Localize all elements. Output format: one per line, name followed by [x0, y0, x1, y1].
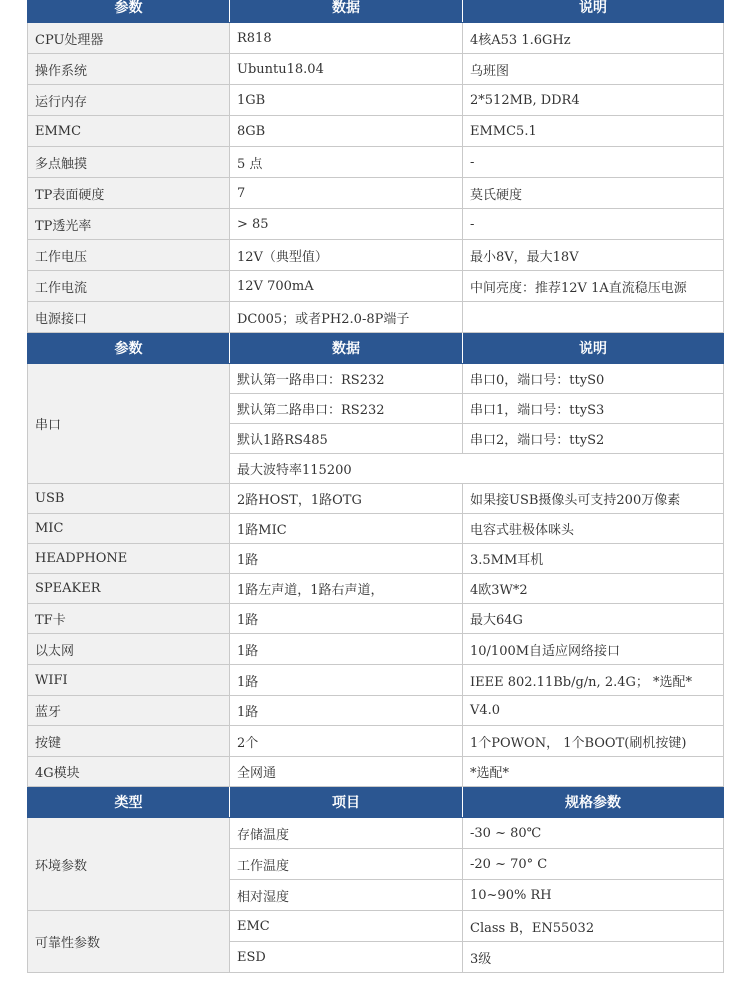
param-cell: 工作电流 [28, 271, 230, 302]
item-cell: EMC [230, 911, 463, 942]
item-cell: 工作温度 [230, 849, 463, 880]
spec-cell: 3级 [463, 942, 724, 973]
value-cell: 1路 [230, 634, 463, 665]
table-row [28, 514, 724, 544]
note-cell: EMMC5.1 [463, 116, 724, 147]
param-cell: 操作系统 [28, 54, 230, 85]
value-cell: > 85 [230, 209, 463, 240]
table-header-row [28, 787, 724, 818]
value-cell: 2路HOST，1路OTG [230, 484, 463, 514]
note-cell: 4核A53 1.6GHz [463, 23, 724, 54]
table-row [28, 634, 724, 665]
table-row [28, 726, 724, 757]
note-cell: 串口2，端口号：ttyS2 [463, 424, 724, 454]
table-row [28, 209, 724, 240]
param-cell: EMMC [28, 116, 230, 147]
value-cell: 5 点 [230, 147, 463, 178]
note-cell: 串口0，端口号：ttyS0 [463, 364, 724, 394]
table-row [28, 757, 724, 787]
note-cell: 1个POWON， 1个BOOT(刷机按键) [463, 726, 724, 757]
header-cell: 规格参数 [463, 787, 724, 818]
table-row [28, 240, 724, 271]
value-cell: 1路 [230, 665, 463, 696]
note-cell: 最大64G [463, 604, 724, 634]
param-cell: TP透光率 [28, 209, 230, 240]
spec-table [27, 0, 724, 973]
value-cell: 默认第二路串口：RS232 [230, 394, 463, 424]
table-row [28, 85, 724, 116]
note-cell: 串口1，端口号：ttyS3 [463, 394, 724, 424]
header-cell: 参数 [28, 0, 230, 23]
note-cell: - [463, 147, 724, 178]
table-row [28, 116, 724, 147]
spec-sheet [27, 0, 723, 973]
header-cell: 数据 [230, 0, 463, 23]
param-cell: SPEAKER [28, 574, 230, 604]
value-cell: 1路左声道，1路右声道， [230, 574, 463, 604]
param-cell: TF卡 [28, 604, 230, 634]
note-cell: 10/100M自适应网络接口 [463, 634, 724, 665]
value-cell: R818 [230, 23, 463, 54]
table-row [28, 54, 724, 85]
value-cell: 1GB [230, 85, 463, 116]
param-cell: 工作电压 [28, 240, 230, 271]
param-cell: 蓝牙 [28, 696, 230, 726]
table-row [28, 23, 724, 54]
note-cell: 2*512MB, DDR4 [463, 85, 724, 116]
note-cell: 最小8V，最大18V [463, 240, 724, 271]
note-cell: 3.5MM耳机 [463, 544, 724, 574]
value-cell: 1路 [230, 696, 463, 726]
table-row [28, 665, 724, 696]
table-row [28, 574, 724, 604]
param-cell: 多点触摸 [28, 147, 230, 178]
note-cell: 中间亮度：推荐12V 1A直流稳压电源 [463, 271, 724, 302]
header-cell: 说明 [463, 333, 724, 364]
header-cell: 类型 [28, 787, 230, 818]
note-cell: 4欧3W*2 [463, 574, 724, 604]
header-cell: 项目 [230, 787, 463, 818]
table-header-row [28, 0, 724, 23]
note-cell: - [463, 209, 724, 240]
param-cell: 电源接口 [28, 302, 230, 333]
param-cell: WIFI [28, 665, 230, 696]
spec-cell: 10~90% RH [463, 880, 724, 911]
table-row [28, 818, 724, 849]
note-cell: 莫氏硬度 [463, 178, 724, 209]
param-cell: 按键 [28, 726, 230, 757]
value-cell: DC005；或者PH2.0-8P端子 [230, 302, 463, 333]
table-row [28, 271, 724, 302]
type-cell: 环境参数 [28, 818, 230, 911]
item-cell: 存储温度 [230, 818, 463, 849]
value-cell: 1路 [230, 604, 463, 634]
value-cell: 全网通 [230, 757, 463, 787]
value-cell: 1路 [230, 544, 463, 574]
param-cell: CPU处理器 [28, 23, 230, 54]
header-cell: 参数 [28, 333, 230, 364]
table-row [28, 544, 724, 574]
table-row [28, 147, 724, 178]
note-cell: 乌班图 [463, 54, 724, 85]
type-cell: 可靠性参数 [28, 911, 230, 973]
value-cell: Ubuntu18.04 [230, 54, 463, 85]
header-cell: 数据 [230, 333, 463, 364]
value-cell: 2个 [230, 726, 463, 757]
value-cell: 1路MIC [230, 514, 463, 544]
param-cell: USB [28, 484, 230, 514]
note-cell: V4.0 [463, 696, 724, 726]
param-cell: 运行内存 [28, 85, 230, 116]
value-cell: 默认第一路串口：RS232 [230, 364, 463, 394]
value-cell: 8GB [230, 116, 463, 147]
value-cell: 最大波特率115200 [230, 454, 724, 484]
param-cell: 以太网 [28, 634, 230, 665]
param-cell: 串口 [28, 364, 230, 484]
item-cell: 相对湿度 [230, 880, 463, 911]
note-cell: IEEE 802.11Bb/g/n, 2.4G； *选配* [463, 665, 724, 696]
table-row [28, 484, 724, 514]
note-cell [463, 302, 724, 333]
spec-cell: Class B，EN55032 [463, 911, 724, 942]
note-cell: 如果接USB摄像头可支持200万像素 [463, 484, 724, 514]
note-cell: 电容式驻极体咪头 [463, 514, 724, 544]
value-cell: 默认1路RS485 [230, 424, 463, 454]
param-cell: 4G模块 [28, 757, 230, 787]
note-cell: *选配* [463, 757, 724, 787]
value-cell: 12V（典型值） [230, 240, 463, 271]
table-row [28, 696, 724, 726]
table-row [28, 364, 724, 394]
table-row [28, 302, 724, 333]
spec-cell: -30 ~ 80℃ [463, 818, 724, 849]
value-cell: 7 [230, 178, 463, 209]
value-cell: 12V 700mA [230, 271, 463, 302]
param-cell: TP表面硬度 [28, 178, 230, 209]
table-row [28, 911, 724, 942]
item-cell: ESD [230, 942, 463, 973]
header-cell: 说明 [463, 0, 724, 23]
table-row [28, 604, 724, 634]
table-header-row [28, 333, 724, 364]
spec-cell: -20 ~ 70° C [463, 849, 724, 880]
param-cell: HEADPHONE [28, 544, 230, 574]
table-row [28, 178, 724, 209]
param-cell: MIC [28, 514, 230, 544]
